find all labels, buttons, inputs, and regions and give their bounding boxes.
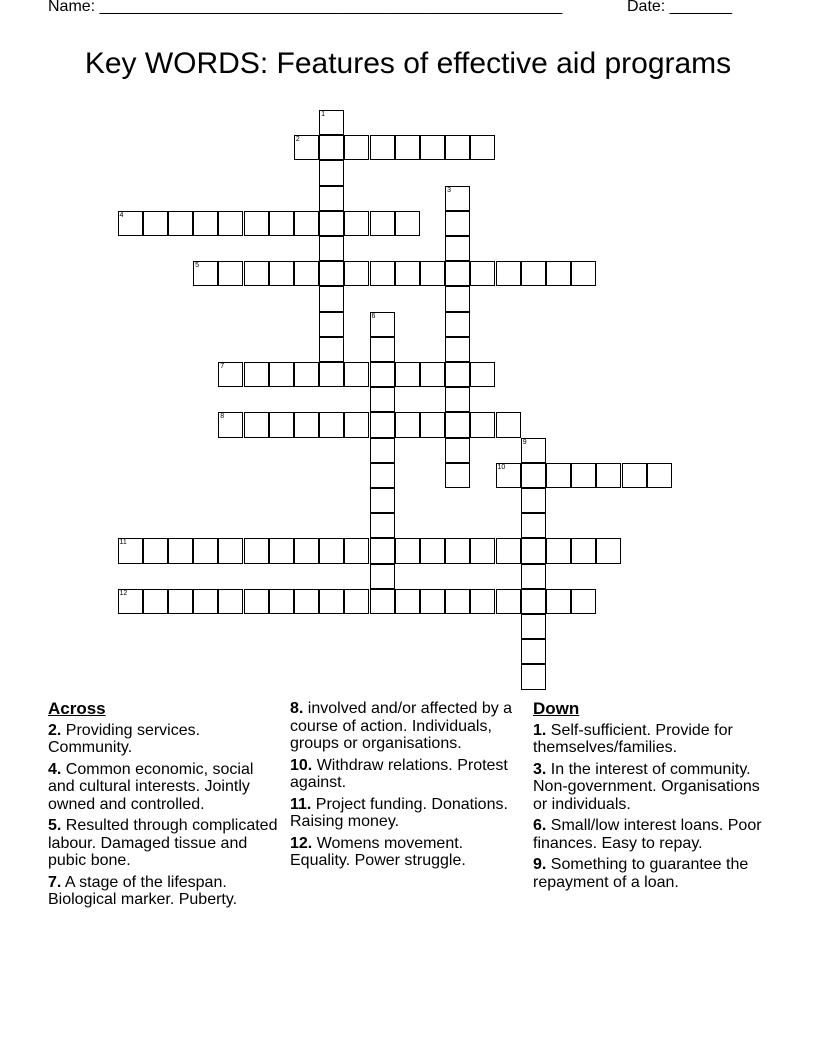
grid-cell[interactable] (118, 538, 143, 563)
grid-cell[interactable] (294, 261, 319, 286)
grid-cell[interactable] (445, 589, 470, 614)
grid-cell[interactable] (319, 589, 344, 614)
clue-text: Resulted through complicated labour. Damaged tissue and pubic bone. (48, 817, 278, 869)
cell-number: 11 (119, 539, 127, 547)
clue-across-5 (48, 817, 284, 870)
grid-cell[interactable] (470, 261, 495, 286)
clue-across-7 (48, 874, 284, 909)
clue-text: Womens movement. Equality. Power struggle. (290, 834, 466, 869)
grid-cell[interactable] (445, 236, 470, 261)
grid-cell[interactable] (420, 412, 445, 437)
clue-number: 3. (533, 760, 547, 778)
grid-cell[interactable] (143, 211, 168, 236)
clue-across-10 (290, 757, 526, 792)
grid-cell[interactable] (168, 211, 193, 236)
grid-cell[interactable] (193, 211, 218, 236)
grid-cell[interactable] (168, 589, 193, 614)
grid-cell[interactable] (496, 589, 521, 614)
across-clues-column (48, 700, 284, 913)
grid-cell[interactable] (395, 135, 420, 160)
grid-cell[interactable] (370, 463, 395, 488)
grid-cell[interactable] (647, 463, 672, 488)
grid-cell[interactable] (445, 412, 470, 437)
grid-cell[interactable] (269, 261, 294, 286)
grid-cell[interactable] (420, 135, 445, 160)
grid-cell[interactable] (571, 261, 596, 286)
cell-number: 12 (119, 589, 128, 597)
grid-cell[interactable] (244, 211, 269, 236)
grid-cell[interactable] (370, 337, 395, 362)
grid-cell[interactable] (319, 261, 344, 286)
grid-cell[interactable] (269, 538, 294, 563)
grid-cell[interactable] (319, 412, 344, 437)
grid-cell[interactable] (521, 614, 546, 639)
cell-number: 1 (321, 111, 325, 118)
clue-number: 8. (290, 700, 304, 717)
grid-cell[interactable] (118, 211, 143, 236)
clue-number: 11. (290, 795, 312, 813)
clue-number: 1. (533, 721, 547, 739)
grid-cell[interactable] (294, 538, 319, 563)
grid-cell[interactable] (319, 312, 344, 337)
grid-cell[interactable] (218, 538, 243, 563)
grid-cell[interactable] (370, 488, 395, 513)
grid-cell[interactable] (319, 538, 344, 563)
grid-cell[interactable] (445, 286, 470, 311)
cell-number: 5 (195, 262, 199, 270)
across-clues-column-continued (290, 700, 526, 874)
cell-number: 6 (371, 312, 376, 320)
grid-cell[interactable] (445, 337, 470, 362)
grid-cell[interactable] (420, 538, 445, 563)
grid-cell[interactable] (470, 135, 495, 160)
clue-down-1 (533, 722, 773, 757)
clue-down-6 (533, 817, 773, 852)
clue-across-11 (290, 796, 526, 831)
grid-cell[interactable] (244, 589, 269, 614)
grid-cell[interactable] (193, 261, 218, 286)
grid-cell[interactable] (445, 463, 470, 488)
down-heading: Down (533, 699, 580, 718)
grid-cell[interactable] (370, 362, 395, 387)
grid-cell[interactable] (521, 639, 546, 664)
grid-cell[interactable] (269, 362, 294, 387)
grid-cell[interactable] (244, 412, 269, 437)
grid-cell[interactable] (395, 589, 420, 614)
grid-cell[interactable] (370, 513, 395, 538)
clue-text: Project funding. Donations. Raising money. (290, 795, 508, 830)
grid-cell[interactable] (319, 135, 344, 160)
grid-cell[interactable] (294, 135, 319, 160)
clue-number: 10. (290, 756, 313, 774)
grid-cell[interactable] (395, 362, 420, 387)
grid-cell[interactable] (445, 261, 470, 286)
grid-cell[interactable] (445, 438, 470, 463)
grid-cell[interactable] (344, 538, 369, 563)
grid-cell[interactable] (395, 538, 420, 563)
grid-cell[interactable] (344, 589, 369, 614)
clue-text: Withdraw relations. Protest against. (290, 756, 508, 791)
grid-cell[interactable] (571, 589, 596, 614)
grid-cell[interactable] (118, 589, 143, 614)
grid-cell[interactable] (521, 261, 546, 286)
grid-cell[interactable] (395, 412, 420, 437)
cell-number: 3 (447, 186, 451, 194)
grid-cell[interactable] (496, 463, 521, 488)
grid-cell[interactable] (420, 589, 445, 614)
grid-cell[interactable] (218, 589, 243, 614)
cell-number: 4 (119, 211, 124, 219)
grid-cell[interactable] (319, 337, 344, 362)
grid-cell[interactable] (143, 538, 168, 563)
grid-cell[interactable] (294, 362, 319, 387)
clue-number: 4. (48, 760, 62, 778)
clue-text: Something to guarantee the repayment of a loan. (533, 856, 749, 891)
clue-across-12 (290, 835, 526, 870)
cell-number: 9 (522, 438, 527, 446)
grid-cell[interactable] (143, 589, 168, 614)
grid-cell[interactable] (546, 261, 571, 286)
grid-cell[interactable] (596, 538, 621, 563)
clue-number: 2. (48, 721, 62, 739)
grid-cell[interactable] (269, 412, 294, 437)
grid-cell[interactable] (344, 211, 369, 236)
clue-text: In the interest of community. Non-government. Organisations or individuals. (533, 760, 760, 813)
grid-cell[interactable] (370, 312, 395, 337)
date-field: Date: _______ (627, 0, 732, 15)
grid-cell[interactable] (370, 538, 395, 563)
clue-across-2 (48, 722, 284, 757)
grid-cell[interactable] (344, 135, 369, 160)
grid-cell[interactable] (218, 261, 243, 286)
page-title: Key WORDS: Features of effective aid programs (84, 47, 732, 80)
grid-cell[interactable] (319, 236, 344, 261)
grid-cell[interactable] (344, 261, 369, 286)
grid-cell[interactable] (319, 362, 344, 387)
grid-cell[interactable] (294, 211, 319, 236)
cell-number: 10 (497, 463, 506, 471)
grid-cell[interactable] (218, 412, 243, 437)
grid-cell[interactable] (370, 135, 395, 160)
grid-cell[interactable] (319, 286, 344, 311)
grid-cell[interactable] (344, 412, 369, 437)
grid-cell[interactable] (521, 564, 546, 589)
grid-cell[interactable] (420, 261, 445, 286)
grid-cell[interactable] (294, 412, 319, 437)
grid-cell[interactable] (370, 412, 395, 437)
grid-cell[interactable] (420, 362, 445, 387)
grid-cell[interactable] (244, 261, 269, 286)
clue-number: 5. (48, 817, 62, 834)
grid-cell[interactable] (244, 538, 269, 563)
cell-number: 7 (220, 363, 225, 370)
grid-cell[interactable] (445, 135, 470, 160)
cell-number: 2 (295, 136, 300, 144)
clue-number: 12. (290, 834, 313, 852)
grid-cell[interactable] (445, 362, 470, 387)
grid-cell[interactable] (521, 488, 546, 513)
clue-text: Common economic, social and cultural interests. Jointly owned and controlled. (48, 760, 254, 813)
grid-cell[interactable] (244, 362, 269, 387)
down-clues-column (533, 700, 773, 895)
grid-cell[interactable] (546, 589, 571, 614)
grid-cell[interactable] (370, 211, 395, 236)
grid-cell[interactable] (596, 463, 621, 488)
grid-cell[interactable] (445, 387, 470, 412)
grid-cell[interactable] (470, 362, 495, 387)
grid-cell[interactable] (521, 513, 546, 538)
clue-text: Providing services. Community. (48, 721, 201, 756)
grid-cell[interactable] (622, 463, 647, 488)
grid-cell[interactable] (445, 211, 470, 236)
grid-cell[interactable] (294, 589, 319, 614)
grid-cell[interactable] (370, 564, 395, 589)
grid-cell[interactable] (370, 261, 395, 286)
grid-cell[interactable] (193, 589, 218, 614)
name-field: Name: ____________________________________________________ (48, 0, 563, 15)
grid-cell[interactable] (546, 463, 571, 488)
grid-cell[interactable] (496, 261, 521, 286)
grid-cell[interactable] (521, 589, 546, 614)
grid-cell[interactable] (546, 538, 571, 563)
grid-cell[interactable] (470, 412, 495, 437)
grid-cell[interactable] (319, 110, 344, 135)
clue-across-8 (290, 700, 526, 753)
grid-cell[interactable] (168, 538, 193, 563)
grid-cell[interactable] (370, 589, 395, 614)
grid-cell[interactable] (218, 211, 243, 236)
grid-cell[interactable] (521, 438, 546, 463)
grid-cell[interactable] (445, 186, 470, 211)
grid-cell[interactable] (445, 538, 470, 563)
grid-cell[interactable] (571, 538, 596, 563)
clue-text: Self-sufficient. Provide for themselves/families. (533, 721, 733, 756)
cell-number: 8 (220, 413, 225, 421)
grid-cell[interactable] (571, 463, 596, 488)
grid-cell[interactable] (319, 211, 344, 236)
grid-cell[interactable] (521, 664, 546, 689)
clue-text: A stage of the lifespan. Biological marker. Puberty. (48, 873, 238, 908)
across-heading: Across (48, 699, 106, 718)
clue-number: 6. (533, 817, 547, 834)
grid-cell[interactable] (470, 589, 495, 614)
grid-cell[interactable] (370, 438, 395, 463)
grid-cell[interactable] (395, 261, 420, 286)
grid-cell[interactable] (269, 211, 294, 236)
clue-down-3 (533, 761, 773, 814)
grid-cell[interactable] (496, 412, 521, 437)
grid-cell[interactable] (521, 463, 546, 488)
grid-cell[interactable] (521, 538, 546, 563)
grid-cell[interactable] (269, 589, 294, 614)
clue-text: Small/low interest loans. Poor finances. Easy to repay. (533, 817, 762, 852)
grid-cell[interactable] (344, 362, 369, 387)
grid-cell[interactable] (319, 160, 344, 185)
clue-number: 9. (533, 856, 547, 873)
grid-cell[interactable] (470, 538, 495, 563)
clue-number: 7. (48, 873, 62, 891)
grid-cell[interactable] (445, 312, 470, 337)
grid-cell[interactable] (370, 387, 395, 412)
grid-cell[interactable] (496, 538, 521, 563)
grid-cell[interactable] (193, 538, 218, 563)
clue-across-4 (48, 761, 284, 814)
grid-cell[interactable] (319, 186, 344, 211)
grid-cell[interactable] (395, 211, 420, 236)
clue-down-9 (533, 856, 773, 891)
grid-cell[interactable] (218, 362, 243, 387)
clue-text: involved and/or affected by a course of action. Individuals, groups or organisations. (290, 700, 513, 752)
